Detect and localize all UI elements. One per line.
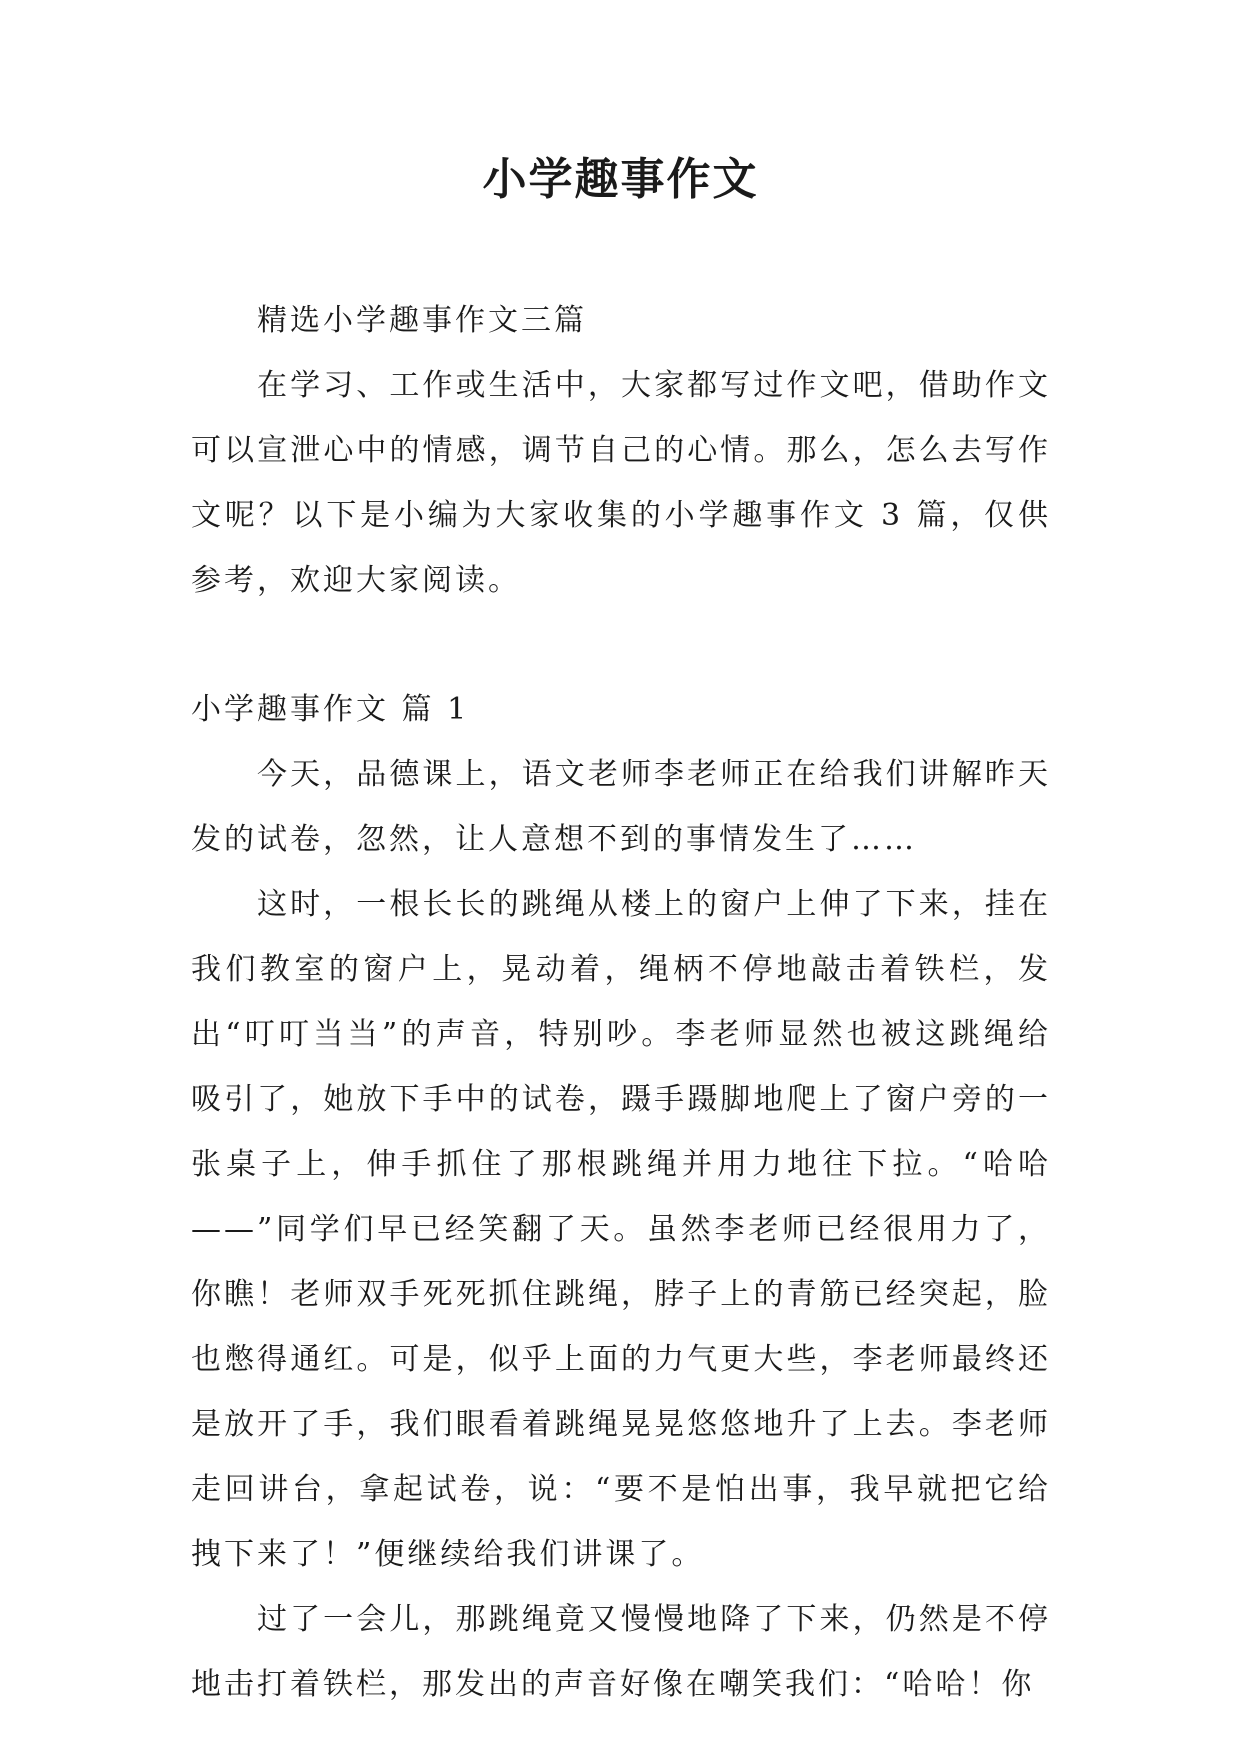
document-body (191, 288, 1051, 1717)
section-title: 小学趣事作文 篇 1 (191, 692, 470, 727)
intro-paragraph: 在学习、工作或生活中，大家都写过作文吧，借助作文可以宣泄心中的情感，调节自己的心情。那么，怎么去写作文呢？以下是小编为大家收集的小学趣事作文 3 篇，仅供参考，欢迎大家阅读。 (191, 368, 1051, 598)
document-title: 小学趣事作文 (482, 154, 759, 205)
body-paragraph: 过了一会儿，那跳绳竟又慢慢地降了下来，仍然是不停地击打着铁栏，那发出的声音好像在嘲笑我们：“哈哈！你 (191, 1602, 1051, 1702)
body-paragraph: 这时，一根长长的跳绳从楼上的窗户上伸了下来，挂在我们教室的窗户上，晃动着，绳柄不停地敲击着铁栏，发出“叮叮当当”的声音，特别吵。李老师显然也被这跳绳给吸引了，她放下手中的试卷，蹑手蹑脚地爬上了窗户旁的一张桌子上，伸手抓住了那根跳绳并用力地往下拉。“哈哈——”同学们早已经笑翻了天。虽然李老师已经很用力了，你瞧！老师双手死死抓住跳绳，脖子上的青筋已经突起，脸也憋得通红。可是，似乎上面的力气更大些，李老师最终还是放开了手，我们眼看着跳绳晃晃悠悠地升了上去。李老师走回讲台，拿起试卷，说：“要不是怕出事，我早就把它给拽下来了！”便继续给我们讲课了。 (191, 887, 1051, 1572)
document-subtitle: 精选小学趣事作文三篇 (257, 303, 587, 338)
body-paragraph: 今天，品德课上，语文老师李老师正在给我们讲解昨天发的试卷，忽然，让人意想不到的事情发生了…… (191, 757, 1051, 857)
